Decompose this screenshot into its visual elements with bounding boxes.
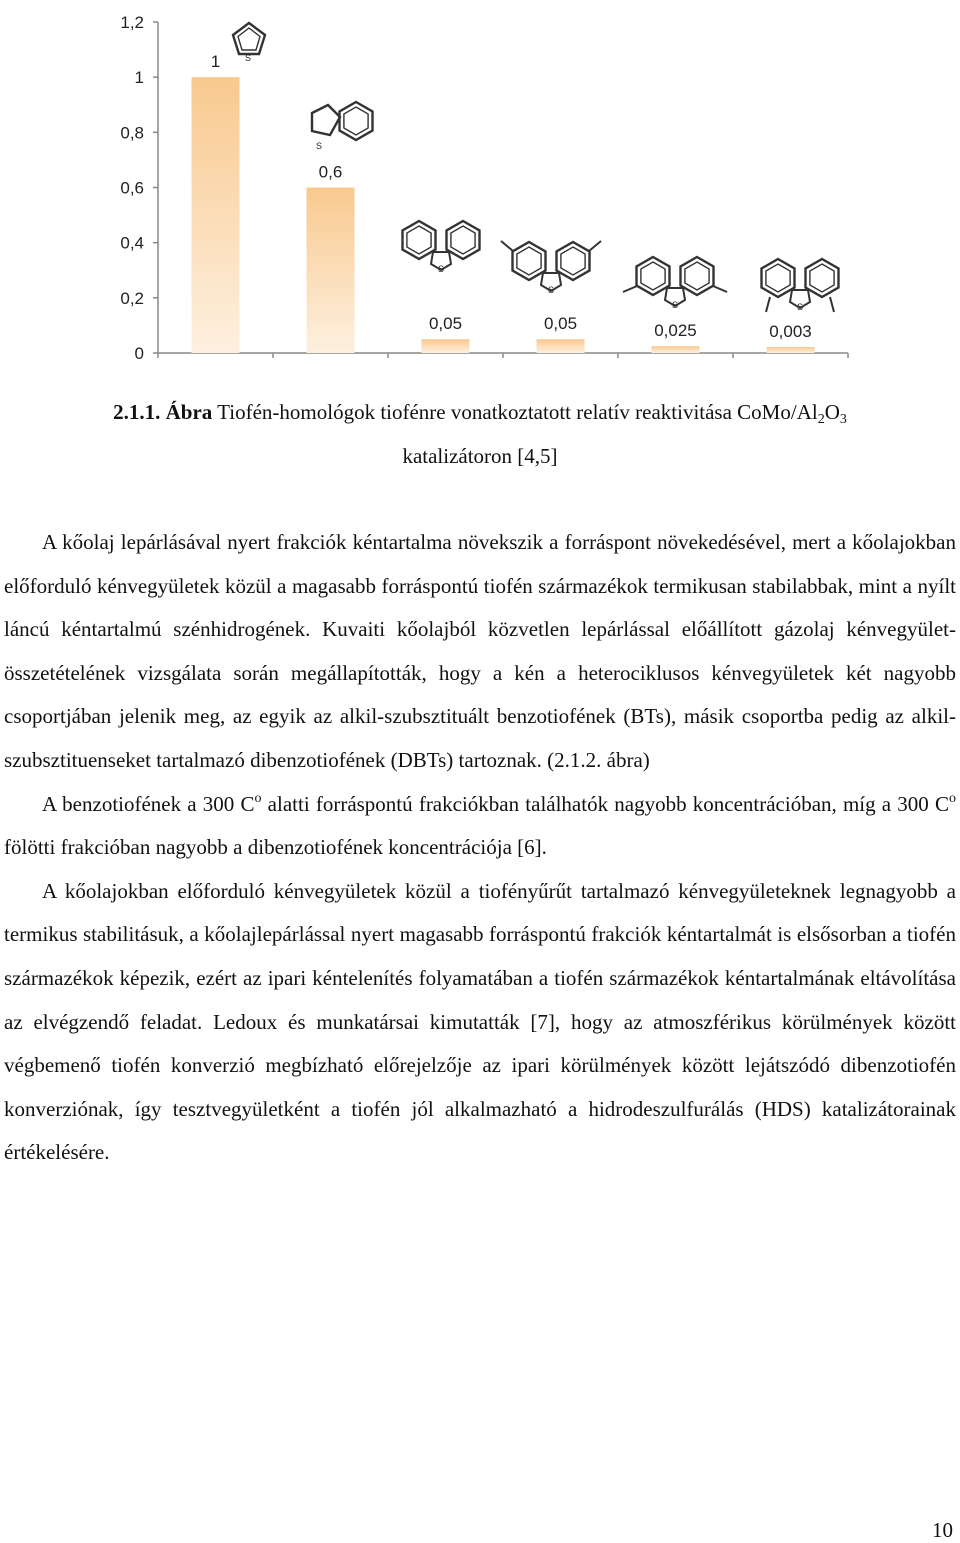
bar <box>307 188 355 354</box>
dibenzothiophene-structure-icon <box>403 221 480 274</box>
y-tick-label: 0 <box>134 344 144 363</box>
paragraph <box>4 870 956 1175</box>
svg-text:S: S <box>797 302 804 312</box>
paragraph-text: A kőolaj lepárlásával nyert frakciók kéntartalma növekszik a forráspont növekedésével, mert a kőolajokban előforduló kénvegyületek közül a magasabb forráspontú tiofén származékok termikusan stabilabbak, mint a nyílt láncú kéntartalmú szénhidrogének. Kuvaiti kőolajból közvetlen lepárlással előállított gázolaj kénvegyület-összetételének vizsgálata során megállapították, hogy a kén a heterociklusos kénvegyületek két nagyobb csoportjában jelenik meg, az egyik az alkil-szubsztituált benzotiofének (BTs), másik csoportba pedig az alkil-szubsztituenseket tartalmazó dibenzotiofének (DBTs) tartoznak. (2.1.2. ábra) <box>4 530 956 772</box>
paragraph-text: fölötti frakcióban nagyobb a dibenzotiofének koncentrációja [6]. <box>4 835 547 860</box>
svg-text:S: S <box>548 285 555 295</box>
y-tick-label: 1 <box>134 68 144 88</box>
subscript: 2 <box>817 412 825 427</box>
bar-value-label: 0,05 <box>543 314 578 334</box>
figure-caption <box>0 400 960 427</box>
svg-text:S: S <box>672 300 679 310</box>
bar <box>422 339 470 353</box>
superscript: o <box>949 790 956 806</box>
figure-caption-line2: katalizátoron [4,5] <box>402 444 558 468</box>
bar <box>767 347 815 353</box>
page-number: 10 <box>932 1518 953 1542</box>
benzothiophene-structure-icon <box>312 102 373 151</box>
thiophene-structure-icon <box>233 23 265 63</box>
paragraph <box>4 783 956 870</box>
bar-value-label: 0,6 <box>318 162 343 182</box>
superscript: o <box>254 790 262 806</box>
svg-text:S: S <box>316 141 323 151</box>
y-tick-label: 0,2 <box>120 288 144 308</box>
chart-bars <box>192 77 815 353</box>
bar <box>537 339 585 353</box>
chart-value-labels <box>211 52 812 341</box>
paragraph-text: A kőolajokban előforduló kénvegyületek közül a tiofényűrűt tartalmazó kénvegyületeknek legnagyobb a termikus stabilitásuk, a kőolajlepárlással nyert magasabb forráspontú frakciók kéntartalmát is elsősorban a tiofén származékok képezik, ezért az ipari kéntelenítés folyamatában a tiofén származékok kéntartalmának eltávolítása az elvégzendő feladat. Ledoux és munkatársai kimutatták [7], hogy az atmoszférikus körülmények között végbemenő tiofén konverzió megbízható előrejelzője az ipari körülmények között lejátszódó dibenzotiofén konverziónak, így tesztvegyületként a tiofén jól alkalmazható a hidrodeszulfurálás (HDS) katalizátorainak értékelésére. <box>4 878 956 1165</box>
bar-value-label: 0,025 <box>654 321 697 341</box>
bar <box>652 346 700 353</box>
y-tick-label: 0,8 <box>120 123 144 143</box>
body-text <box>4 521 956 1175</box>
figure-label: 2.1.1. Ábra <box>113 400 213 424</box>
paragraph-text: A benzotiofének a 300 C <box>42 791 255 816</box>
paragraph-text: alatti forráspontú frakciókban találhatók nagyobb koncentrációban, míg a 300 C <box>261 791 949 816</box>
methyl-dibenzothiophene-structure-icon <box>501 241 601 295</box>
bar-value-label: 0,05 <box>428 314 463 334</box>
subscript: 3 <box>839 412 847 427</box>
figure-caption-text: O <box>824 400 840 424</box>
relative-reactivity-bar-chart <box>100 0 860 372</box>
figure-caption-text: Tiofén-homológok tiofénre vonatkoztatott relatív reaktivitása CoMo/Al <box>217 400 818 424</box>
y-tick-label: 0,6 <box>120 178 144 198</box>
bar <box>192 77 240 353</box>
bar-value-label: 1 <box>210 52 221 72</box>
dimethyl-dibenzothiophene-structure-icon <box>762 259 839 312</box>
y-tick-label: 1,2 <box>120 13 144 32</box>
paragraph <box>4 521 956 783</box>
svg-text:S: S <box>245 53 252 63</box>
y-tick-label: 0,4 <box>120 233 144 253</box>
dimethyl-dibenzothiophene-structure-icon <box>623 257 727 310</box>
bar-value-label: 0,003 <box>769 322 812 341</box>
svg-text:S: S <box>438 264 445 274</box>
